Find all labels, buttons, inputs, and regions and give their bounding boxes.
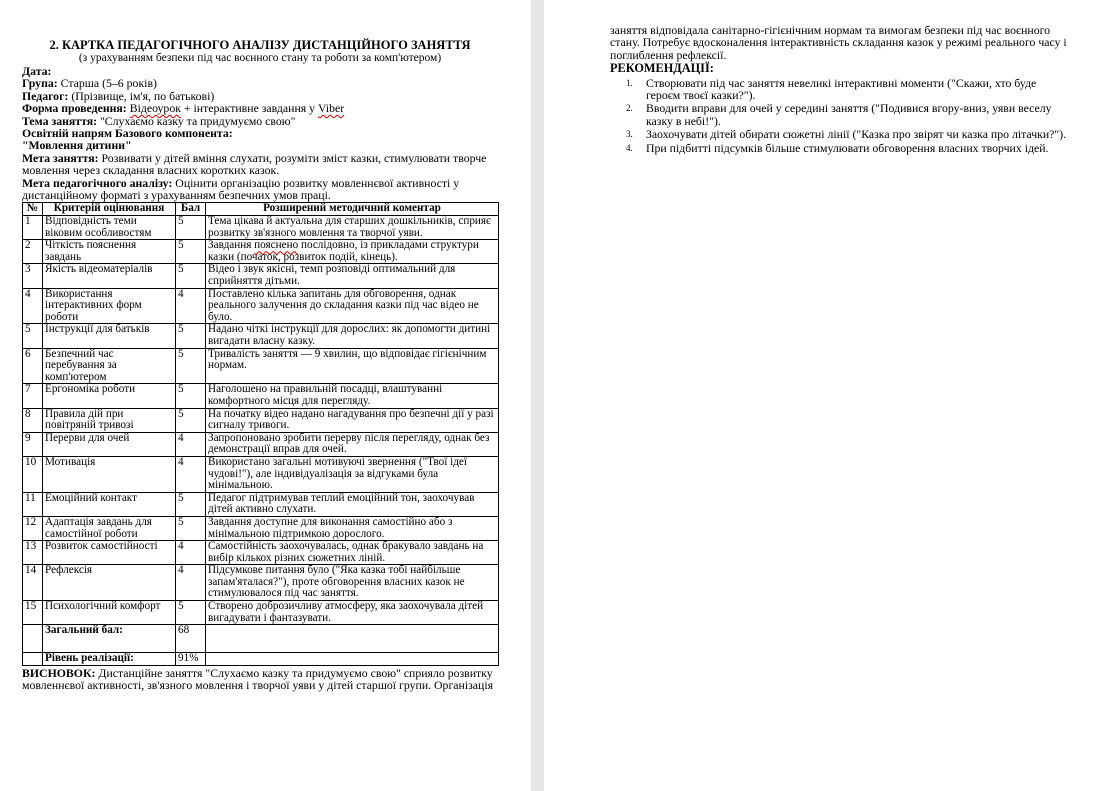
evaluation-table: [22, 202, 499, 665]
page-2-content: [610, 24, 1070, 155]
row-criterion: Правила дій при повітряній тривозі: [43, 408, 176, 432]
total-empty-cell: [23, 625, 43, 653]
analysis-goal-label: Мета педагогічного аналізу:: [22, 175, 173, 190]
table-row: [23, 288, 499, 324]
row-comment: Завдання доступне для виконання самостійно або з мінімальною підтримкою дорослого.: [206, 516, 499, 540]
level-label: Рівень реалізації:: [43, 653, 176, 666]
table-row: [23, 216, 499, 240]
form-label: Форма проведення:: [22, 101, 127, 116]
table-row: [23, 348, 499, 384]
comment-post: послідовно, із прикладами структури казки (початок, розвиток подій, кінець).: [208, 239, 479, 263]
table-row: [23, 384, 499, 408]
row-number: 10: [23, 456, 43, 492]
recommendations-list: [610, 77, 1070, 154]
goal-label: Мета заняття:: [22, 150, 99, 165]
row-number: 7: [23, 384, 43, 408]
row-criterion: Інструкції для батьків: [43, 324, 176, 348]
row-comment: Наголошено на правильній посадці, влаштуванні комфортного місця для перегляду.: [206, 384, 499, 408]
document-page-1: [0, 0, 531, 791]
row-score: 4: [176, 541, 206, 565]
total-value: 68: [176, 625, 206, 653]
row-score: 5: [176, 516, 206, 540]
header-number: №: [23, 203, 43, 216]
direction-value: "Мовлення дитини": [22, 138, 132, 153]
list-text: При підбитті підсумків більше стимулювати обговорення власних творчих ідей.: [646, 140, 1049, 155]
group-value: Старша (5–6 років): [57, 76, 157, 91]
row-comment: Поставлено кілька запитань для обговорення, однак реального залучення до складання казки під час відео не було.: [206, 288, 499, 324]
list-number: 4.: [626, 142, 633, 153]
list-text: Заохочувати дітей обирати сюжетні лінії ("Казка про звірят чи казка про літачки?").: [646, 127, 1067, 142]
row-criterion: Мотивація: [43, 456, 176, 492]
conclusion-text: Дистанційне заняття "Слухаємо казку та придумуємо свою" сприяло розвитку мовленнєвої активності, зв'язного мовлення і творчої уяви у дітей старшої групи. Організація: [22, 665, 494, 693]
direction-label: Освітній напрям Базового компонента:: [22, 126, 233, 141]
row-criterion: Безпечний час перебування за комп'ютером: [43, 348, 176, 384]
row-score: 5: [176, 240, 206, 264]
topic-value: "Слухаємо казку та придумуємо свою": [97, 113, 296, 128]
row-criterion: Чіткість пояснення завдань: [43, 240, 176, 264]
teacher-value: (Прізвище, ім'я, по батькові): [68, 88, 215, 103]
row-comment: Педагог підтримував теплий емоційний тон, заохочував дітей активно слухати.: [206, 492, 499, 516]
row-criterion: Емоційний контакт: [43, 492, 176, 516]
row-comment: Надано чіткі інструкції для дорослих: як допомогти дитині вигадати власну казку.: [206, 324, 499, 348]
row-number: 15: [23, 601, 43, 625]
date-label: Дата:: [22, 64, 52, 78]
row-number: 9: [23, 432, 43, 456]
goal-line: [22, 152, 498, 177]
row-comment: Відео і звук якісні, темп розповіді оптимальний для сприйняття дітьми.: [206, 264, 499, 288]
list-text: Створювати під час заняття невеликі інтерактивні моменти ("Скажи, хто буде героєм твоєї казки?").: [646, 75, 1037, 103]
comment-pre: Завдання: [208, 239, 255, 252]
row-number: 5: [23, 324, 43, 348]
form-mid: + інтерактивне завдання у: [180, 101, 319, 116]
table-header-row: [23, 203, 499, 216]
row-criterion: Якість відеоматеріалів: [43, 264, 176, 288]
row-score: 4: [176, 288, 206, 324]
list-item: [610, 102, 1070, 127]
row-score: 5: [176, 384, 206, 408]
row-criterion: Використання інтерактивних форм роботи: [43, 288, 176, 324]
analysis-goal-value: Оцінити організацію розвитку мовленнєвої активності у дистанційному форматі з урахуванням безпечних умов праці.: [22, 175, 460, 203]
total-row: [23, 625, 499, 653]
row-score: 4: [176, 456, 206, 492]
list-number: 3.: [626, 129, 633, 140]
row-criterion: Психологічний комфорт: [43, 601, 176, 625]
list-number: 1.: [626, 77, 633, 88]
row-number: 13: [23, 541, 43, 565]
group-label: Група:: [22, 76, 58, 91]
list-text: Вводити вправи для очей у середині заняття ("Подивися вгору-вниз, уяви веселу казку в небі!").: [646, 101, 1052, 128]
form-viber: Viber: [318, 101, 345, 116]
conclusion-label: ВИСНОВОК:: [22, 665, 96, 680]
row-score: 5: [176, 601, 206, 625]
form-video: Відеоурок: [129, 101, 181, 116]
row-comment: На початку відео надано нагадування про безпечні дії у разі сигналу тривоги.: [206, 408, 499, 432]
conclusion: [22, 667, 498, 692]
list-item: [610, 77, 1070, 102]
table-row: [23, 408, 499, 432]
goal-value: Розвивати у дітей вміння слухати, розуміти зміст казки, стимулювати творче мовлення через складання власних коротких казок.: [22, 150, 487, 178]
row-number: 14: [23, 565, 43, 601]
table-row: [23, 492, 499, 516]
total-label: Загальний бал:: [43, 625, 176, 653]
level-empty-cell: [23, 653, 43, 666]
table-row: [23, 565, 499, 601]
level-value: 91%: [176, 653, 206, 666]
table-row: [23, 541, 499, 565]
conclusion-continuation: заняття відповідала санітарно-гігієнічним нормам та вимогам безпеки під час воєнного стану. Потребує вдосконалення інтерактивність складання казок у режимі реального часу і поглиблення рефлексії.: [610, 23, 1067, 62]
header-score: Бал: [176, 203, 206, 216]
topic-label: Тема заняття:: [22, 113, 98, 128]
row-criterion: Ергономіка роботи: [43, 384, 176, 408]
row-number: 8: [23, 408, 43, 432]
row-score: 4: [176, 432, 206, 456]
list-item: [610, 142, 1070, 154]
total-comment-cell: [206, 625, 499, 653]
row-criterion: Перерви для очей: [43, 432, 176, 456]
document-page-2: [544, 0, 1094, 791]
table-row: [23, 324, 499, 348]
row-score: 5: [176, 492, 206, 516]
list-number: 2.: [626, 103, 633, 114]
row-criterion: Розвиток самостійності: [43, 541, 176, 565]
row-comment: Створено доброзичливу атмосферу, яка заохочувала дітей вигадувати і фантазувати.: [206, 601, 499, 625]
row-criterion: Відповідність теми віковим особливостям: [43, 216, 176, 240]
row-comment: Тривалість заняття — 9 хвилин, що відповідає гігієнічним нормам.: [206, 348, 499, 384]
row-number: 12: [23, 516, 43, 540]
row-score: 5: [176, 348, 206, 384]
row-number: 4: [23, 288, 43, 324]
table-row: [23, 601, 499, 625]
row-comment: Підсумкове питання було ("Яка казка тобі найбільше запам'яталася?"), проте обговорення власних казок не стимулювалося під час заняття.: [206, 565, 499, 601]
row-number: 2: [23, 240, 43, 264]
header-criterion: Критерій оцінювання: [43, 203, 176, 216]
row-comment: Тема цікава й актуальна для старших дошкільників, сприяє розвитку зв'язного мовлення та творчої уяви.: [206, 216, 499, 240]
teacher-label: Педагог:: [22, 88, 69, 103]
recommendations-title: РЕКОМЕНДАЦІЇ:: [610, 61, 714, 76]
row-score: 5: [176, 408, 206, 432]
analysis-goal-line: [22, 177, 498, 202]
level-comment-cell: [206, 653, 499, 666]
row-comment: Самостійність заохочувалась, однак бракувало завдань на вибір кількох різних сюжетних ліній.: [206, 541, 499, 565]
doc-title: 2. КАРТКА ПЕДАГОГІЧНОГО АНАЛІЗУ ДИСТАНЦІЙНОГО ЗАНЯТТЯ: [49, 38, 471, 52]
row-comment: Запропоновано зробити перерву після перегляду, однак без демонстрації вправ для очей.: [206, 432, 499, 456]
table-row: [23, 432, 499, 456]
doc-subtitle: (з урахуванням безпеки під час воєнного стану та роботи за комп'ютером): [78, 52, 442, 64]
table-row: [23, 456, 499, 492]
row-number: 1: [23, 216, 43, 240]
row-criterion: Рефлексія: [43, 565, 176, 601]
level-row: [23, 653, 499, 666]
table-row: [23, 240, 499, 264]
row-score: 5: [176, 324, 206, 348]
table-row: [23, 516, 499, 540]
list-item: [610, 128, 1070, 140]
row-number: 6: [23, 348, 43, 384]
row-comment: Використано загальні мотивуючі звернення ("Твої ідеї чудові!"), але індивідуалізація за відгуками була мінімальною.: [206, 456, 499, 492]
row-number: 3: [23, 264, 43, 288]
row-score: 5: [176, 216, 206, 240]
comment-squiggle: пояснено: [254, 239, 299, 252]
row-score: 5: [176, 264, 206, 288]
header-comment: Розширений методичний коментар: [206, 203, 499, 216]
row-criterion: Адаптація завдань для самостійної роботи: [43, 516, 176, 540]
row-score: 4: [176, 565, 206, 601]
row-number: 11: [23, 492, 43, 516]
row-comment: [206, 240, 499, 264]
table-row: [23, 264, 499, 288]
page-1-content: [22, 39, 498, 692]
